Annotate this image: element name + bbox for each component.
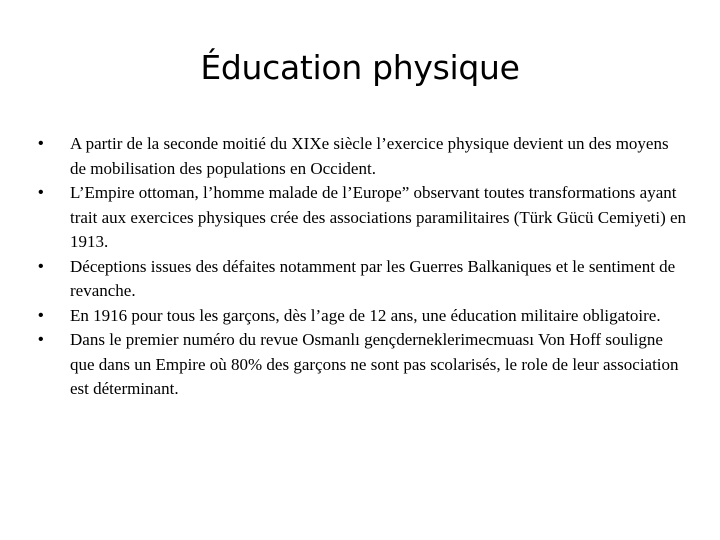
slide-title: Éducation physique bbox=[200, 48, 520, 87]
list-item bbox=[38, 181, 688, 255]
bullet-text: A partir de la seconde moitié du XIXe siècle l’exercice physique devient un des moyens de mobilisation des populations en Occident. bbox=[70, 134, 669, 178]
bullet-list bbox=[38, 132, 688, 402]
list-item bbox=[38, 328, 688, 402]
bullet-text: Dans le premier numéro du revue Osmanlı gençderneklerimecmuası Von Hoff souligne que dans un Empire où 80% des garçons ne sont pas scolarisés, le role de leur association est déterminant. bbox=[70, 330, 679, 398]
bullet-icon: • bbox=[38, 257, 44, 275]
bullet-text: Déceptions issues des défaites notamment par les Guerres Balkaniques et le sentiment de revanche. bbox=[70, 256, 676, 300]
bullet-text: En 1916 pour tous les garçons, dès l’age de 12 ans, une éducation militaire obligatoire. bbox=[70, 305, 661, 325]
bullet-icon: • bbox=[38, 135, 44, 152]
bullet-icon: • bbox=[38, 306, 44, 324]
list-item bbox=[38, 255, 688, 304]
bullet-text: L’Empire ottoman, l’homme malade de l’Europe” observant toutes transformations ayant trait aux exercices physiques crée des associations paramilitaires (Türk Gücü Cemiyeti) en 1913. bbox=[70, 183, 687, 251]
bullet-icon: • bbox=[38, 331, 44, 348]
list-item bbox=[38, 304, 688, 329]
list-item bbox=[38, 132, 688, 181]
bullet-icon: • bbox=[38, 184, 44, 201]
